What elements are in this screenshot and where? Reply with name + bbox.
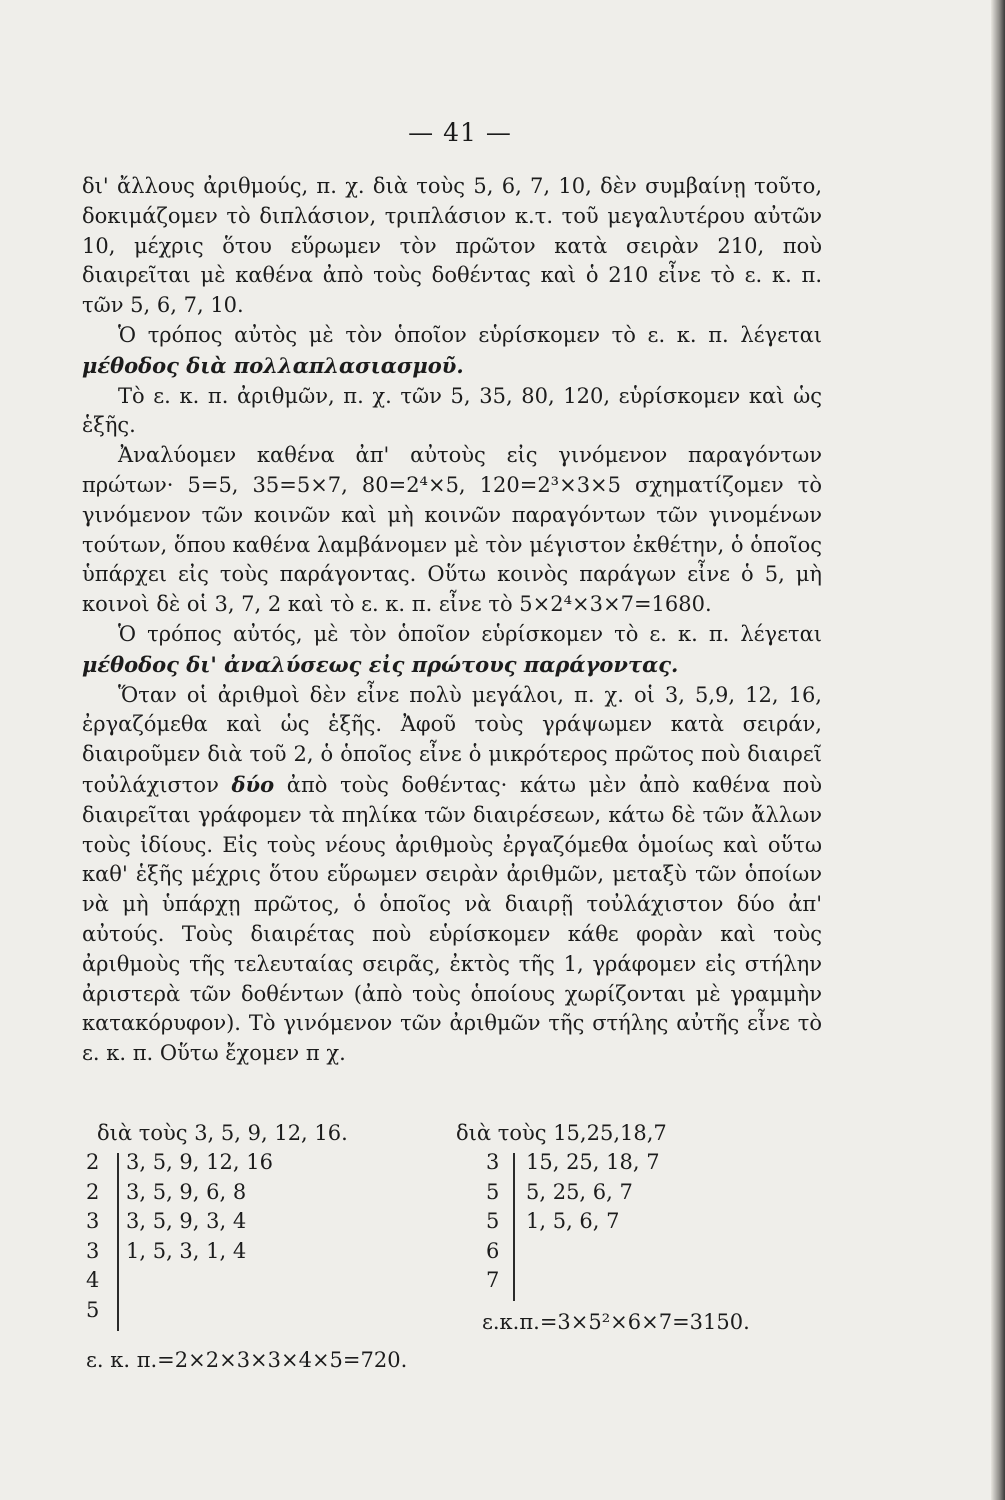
values-cell: 1, 5, 3, 1, 4 [126, 1238, 247, 1263]
paragraph [82, 321, 822, 382]
divisor-cell: 6 [486, 1238, 500, 1263]
right-table-divider [513, 1153, 515, 1301]
emphasized-term: δύο [231, 771, 275, 797]
paragraph-text: Ἀναλύομεν καθένα ἀπ' αὐτοὺς εἰς γινόμενον παραγόντων πρώτων· 5=5, 35=5×7, 80=2⁴×5, 120=2³×3×5 σχηματίζομεν τὸ γινόμενον τῶν κοινῶν καὶ μὴ κοινῶν παραγόντων τῶν γινομένων τούτων, ὅπου καθένα λαμβάνομεν μὲ τὸν μέγιστον ἐκθέτην, ὁ ὁποῖος ὑπάρχει εἰς τοὺς παράγοντας. Οὕτω κοινὸς παράγων εἶνε ὁ 5, μὴ κοινοὶ δὲ οἱ 3, 7, 2 καὶ τὸ ε. κ. π. εἶνε τὸ 5×2⁴×3×7=1680. [82, 443, 822, 617]
paragraph-text: Ὁ τρόπος αὐτός, μὲ τὸν ὁποῖον εὑρίσκομεν τὸ ε. κ. π. λέγεται [118, 621, 822, 646]
divisor-cell: 3 [86, 1238, 100, 1263]
left-division-table [86, 1150, 386, 1330]
paragraph-text: Τὸ ε. κ. π. ἀριθμῶν, π. χ. τῶν 5, 35, 80, 120, εὑρίσκομεν καὶ ὡς ἑξῆς. [82, 383, 822, 438]
left-example-label: διὰ τοὺς 3, 5, 9, 12, 16. [97, 1121, 348, 1145]
page-edge-shadow [991, 0, 1005, 1500]
divisor-cell: 5 [86, 1298, 100, 1322]
paragraph-text: Ὅταν οἱ ἀριθμοὶ δὲν εἶνε πολὺ μεγάλοι, π. χ. οἱ 3, 5,9, 12, 16, ἐργαζόμεθα καὶ ὡς ἑξῆς. Ἀφοῦ τοὺς γράψωμεν κατὰ σειράν, διαιροῦμεν διὰ τοῦ 2, ὁ ὁποῖος εἶνε ὁ μικρότερος πρῶτος ποὺ διαιρεῖ τοὐλάχιστον [82, 682, 822, 797]
values-cell: 3, 5, 9, 3, 4 [126, 1209, 247, 1234]
emphasized-term: μέθοδος διὰ πολλαπλασιασμοῦ. [82, 352, 464, 378]
divisor-cell: 7 [486, 1268, 500, 1293]
values-cell: 3, 5, 9, 12, 16 [126, 1150, 273, 1174]
divisor-cell: 3 [486, 1150, 500, 1174]
right-result: ε.κ.π.=3×5²×6×7=3150. [482, 1310, 750, 1334]
divisor-cell: 3 [86, 1209, 100, 1234]
divisor-cell: 2 [86, 1150, 100, 1174]
divisor-cell: 4 [86, 1268, 100, 1293]
paragraph [82, 441, 822, 620]
paragraph [82, 681, 822, 1069]
right-division-table [486, 1150, 786, 1300]
left-table-divider [117, 1153, 119, 1331]
body-text [82, 172, 822, 1069]
divisor-cell: 2 [86, 1179, 100, 1204]
paragraph-text: Ὁ τρόπος αὐτὸς μὲ τὸν ὁποῖον εὑρίσκομεν τὸ ε. κ. π. λέγεται [118, 322, 822, 347]
values-cell: 3, 5, 9, 6, 8 [126, 1179, 247, 1204]
values-cell: 1, 5, 6, 7 [526, 1209, 620, 1234]
divisor-cell: 5 [486, 1209, 500, 1234]
paragraph [82, 382, 822, 442]
paragraph-text: δι' ἄλλους ἀριθμούς, π. χ. διὰ τοὺς 5, 6, 7, 10, δὲν συμβαίνῃ τοῦτο, δοκιμάζομεν τὸ διπλάσιον, τριπλάσιον κ.τ. τοῦ μεγαλυτέρου αὐτῶν 10, μέχρις ὅτου εὕρωμεν τὸν πρῶτον κατὰ σειρὰν 210, ποὺ διαιρεῖται μὲ καθένα ἀπὸ τοὺς δοθέντας καὶ ὁ 210 εἶνε τὸ ε. κ. π. τῶν 5, 6, 7, 10. [82, 174, 822, 318]
emphasized-term: μέθοδος δι' ἀναλύσεως εἰς πρώτους παράγοντας. [82, 651, 679, 677]
page-number: — 41 — [408, 118, 512, 147]
paragraph-text: ἀπὸ τοὺς δοθέντας· κάτω μὲν ἀπὸ καθένα ποὺ διαιρεῖται γράφομεν τὰ πηλίκα τῶν διαιρέσεων, κάτω δὲ τῶν ἄλλων τοὺς ἰδίους. Εἰς τοὺς νέους ἀριθμοὺς ἐργαζόμεθα ὁμοίως καὶ οὕτω καθ' ἑξῆς μέχρις ὅτου εὕρωμεν σειρὰν ἀριθμῶν, μεταξὺ τῶν ὁποίων νὰ μὴ ὑπάρχῃ πρῶτος, ὁ ὁποῖος νὰ διαιρῇ τοὐλάχιστον δύο ἀπ' αὐτούς. Τοὺς διαιρέτας ποὺ εὑρίσκομεν κάθε φορὰν καὶ τοὺς ἀριθμοὺς τῆς τελευταίας σειρᾶς, ἐκτὸς τῆς 1, γράφομεν εἰς στήλην ἀριστερὰ τῶν δοθέντων (ἀπὸ τοὺς ὁποίους χωρίζονται μὲ γραμμὴν κατακόρυφον). Τὸ γινόμενον τῶν ἀριθμῶν τῆς στήλης αὐτῆς εἶνε τὸ ε. κ. π. Οὕτω ἔχομεν π χ. [82, 772, 822, 1066]
paragraph [82, 172, 822, 321]
left-result: ε. κ. π.=2×2×3×3×4×5=720. [86, 1348, 408, 1372]
paragraph [82, 620, 822, 681]
divisor-cell: 5 [486, 1179, 500, 1204]
values-cell: 15, 25, 18, 7 [526, 1150, 660, 1174]
right-example-label: διὰ τοὺς 15,25,18,7 [456, 1121, 667, 1145]
values-cell: 5, 25, 6, 7 [526, 1179, 633, 1204]
